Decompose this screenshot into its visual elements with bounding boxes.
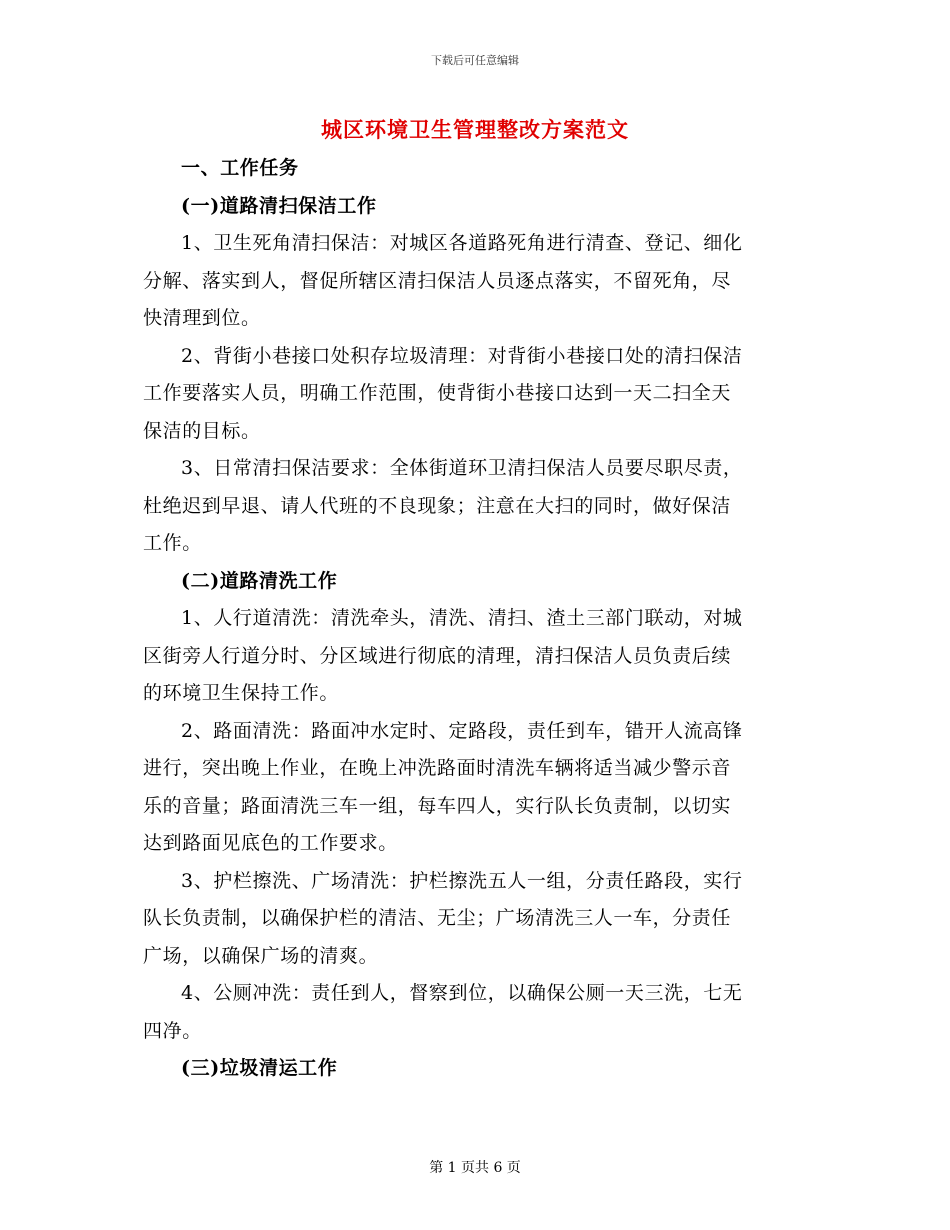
- document-title: 城区环境卫生管理整改方案范文: [321, 117, 629, 142]
- document-body: [143, 150, 807, 1088]
- paragraph-line: 达到路面见底色的工作要求。: [143, 832, 398, 854]
- paragraph-line: 的环境卫生保持工作。: [143, 682, 340, 704]
- paragraph-line: 分解、落实到人，督促所辖区清扫保洁人员逐点落实，不留死角，尽: [143, 269, 732, 292]
- paragraph-line: 工作。: [143, 532, 202, 554]
- paragraph-line: 2、背街小巷接口处积存垃圾清理：对背街小巷接口处的清扫保洁: [181, 344, 743, 367]
- paragraph-line: 广场，以确保广场的清爽。: [143, 944, 379, 967]
- paragraph-line: 工作要落实人员，明确工作范围，使背街小巷接口达到一天二扫全天: [143, 382, 732, 404]
- header-note: 下载后可任意编辑: [431, 54, 519, 67]
- paragraph-line: 区街旁人行道分时、分区域进行彻底的清理，清扫保洁人员负责后续: [143, 644, 732, 667]
- paragraph-line: 快清理到位。: [143, 307, 261, 329]
- paragraph-line: 1、人行道清洗：清洗牵头，清洗、清扫、渣土三部门联动，对城: [181, 607, 743, 629]
- section-heading: 一、工作任务: [181, 157, 299, 179]
- paragraph-line: 队长负责制，以确保护栏的清洁、无尘；广场清洗三人一车，分责任: [143, 907, 732, 929]
- paragraph-line: 2、路面清洗：路面冲水定时、定路段，责任到车，错开人流高锋: [181, 719, 743, 742]
- paragraph-line: 3、日常清扫保洁要求：全体街道环卫清扫保洁人员要尽职尽责，: [181, 457, 743, 479]
- paragraph-line: 四净。: [143, 1019, 202, 1042]
- paragraph-line: 1、卫生死角清扫保洁：对城区各道路死角进行清查、登记、细化: [181, 232, 743, 254]
- section-heading: (一)道路清扫保洁工作: [181, 194, 377, 217]
- paragraph-line: 3、护栏擦洗、广场清洗：护栏擦洗五人一组，分责任路段，实行: [181, 869, 743, 892]
- section-heading: (三)垃圾清运工作: [181, 1057, 338, 1079]
- paragraph-line: 进行，突出晚上作业，在晚上冲洗路面时清洗车辆将适当减少警示音: [143, 757, 732, 779]
- paragraph-line: 4、公厕冲洗：责任到人，督察到位，以确保公厕一天三洗，七无: [181, 982, 743, 1004]
- page-footer: 第 1 页共 6 页: [429, 1160, 521, 1176]
- paragraph-line: 杜绝迟到早退、请人代班的不良现象；注意在大扫的同时，做好保洁: [143, 494, 732, 517]
- paragraph-line: 乐的音量；路面清洗三车一组，每车四人，实行队长负责制，以切实: [143, 794, 732, 817]
- section-heading: (二)道路清洗工作: [181, 569, 338, 592]
- paragraph-line: 保洁的目标。: [143, 419, 261, 442]
